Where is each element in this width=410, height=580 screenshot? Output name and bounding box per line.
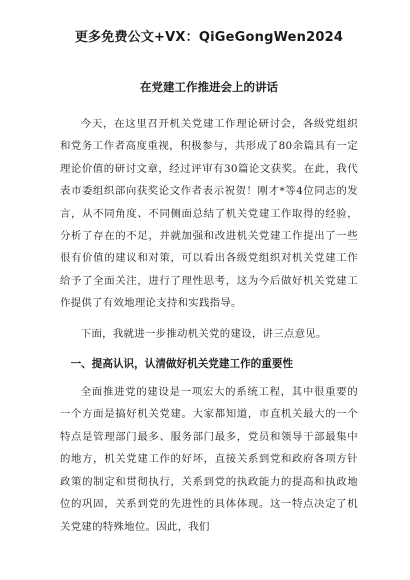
document-title: 在党建工作推进会上的讲话 [140,80,278,94]
promo-banner: 更多免费公文+VX：QiGeGongWen2024 [74,30,344,45]
transition-paragraph: 下面，我就进一步推动机关党的建设，讲三点意见。 [80,327,327,340]
section-heading: 一、提高认识，认清做好机关党建工作的重要性 [70,358,294,371]
section-paragraph: 全面推进党的建设是一项宏大的系统工程，其中很重要的一个方面是搞好机关党建。大家都知道，市直机关最大的一个特点是管理部门最多、服务部门最多，党员和领导干部最集中的地方，机关党建工作的好坏，直接关系到党和政府各项方针政策的制定和贯彻执行，关系到党的执政能力的提高和执政地位的巩固，关系到党的先进性的具体体现。这一特点决定了机关党建的特殊地位。因此，我们 [60,386,358,533]
intro-paragraph: 今天，在这里召开机关党建工作理论研讨会，各级党组织和党务工作者高度重视，积极参与，共形成了80余篇具有一定理论价值的研讨文章，经过评审有30篇论文获奖。在此，我代表市委组织部向获奖论文作者表示祝贺！刚才*等4位同志的发言，从不同角度、不同侧面总结了机关党建工作取得的经验，分析了存在的不足，并就加强和改进机关党建工作提出了一些很有价值的建议和对策，可以看出各级党组织对机关党建工作给予了全面关注，进行了理性思考，这为今后做好机关党建工作提供了有效地理论支持和实践指导。 [60,118,358,310]
